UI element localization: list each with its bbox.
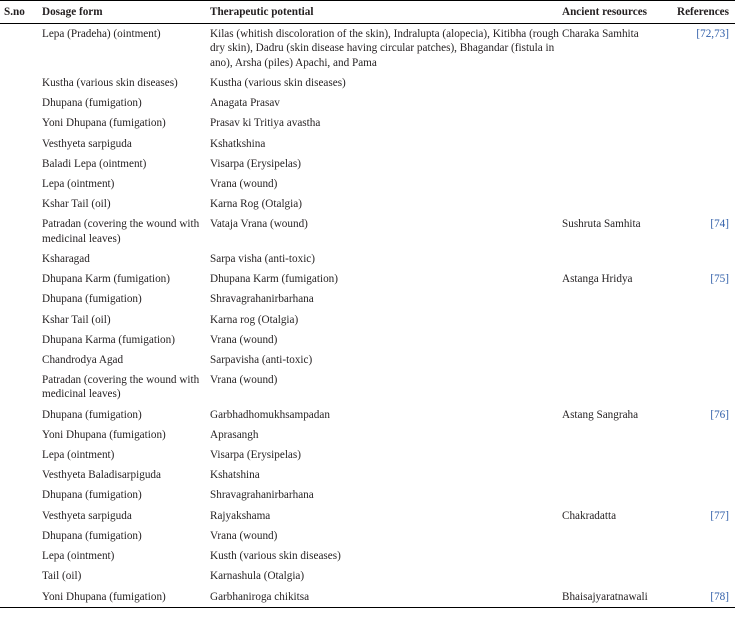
cell-dosage-form: Dhupana (fumigation) [42, 293, 142, 306]
table-row [0, 134, 735, 154]
table-row [0, 289, 735, 309]
cell-therapeutic-potential: Shravagrahanirbarhana [210, 489, 314, 502]
cell-ancient-resource: Charaka Samhita [562, 28, 639, 41]
cell-therapeutic-potential: Karna Rog (Otalgia) [210, 198, 302, 211]
cell-ancient-resource [562, 425, 668, 445]
cell-dosage-form: Dhupana (fumigation) [42, 529, 142, 542]
cell-sno [0, 194, 42, 214]
cell-reference [668, 425, 735, 445]
cell-therapeutic-potential: Kshatkshina [210, 137, 266, 150]
cell-therapeutic-potential: Karna rog (Otalgia) [210, 313, 299, 326]
cell-therapeutic-potential: Garbhaniroga chikitsa [210, 590, 310, 603]
cell-ancient-resource [562, 465, 668, 485]
header-references: References [677, 6, 729, 18]
cell-dosage-form: Dhupana (fumigation) [42, 489, 142, 502]
cell-therapeutic-potential: Kshatshina [210, 469, 260, 482]
table-row [0, 93, 735, 113]
table-row [0, 73, 735, 93]
cell-reference [668, 526, 735, 546]
cell-therapeutic-potential: Vrana (wound) [210, 333, 278, 346]
cell-sno [0, 310, 42, 330]
cell-reference [668, 370, 735, 404]
cell-reference[interactable]: [78] [710, 590, 729, 603]
cell-reference [668, 350, 735, 370]
header-therapeutic-potential: Therapeutic potential [210, 6, 314, 18]
cell-therapeutic-potential: Aprasangh [210, 428, 259, 441]
cell-reference [668, 154, 735, 174]
cell-dosage-form: Yoni Dhupana (fumigation) [42, 590, 166, 603]
cell-dosage-form: Yoni Dhupana (fumigation) [42, 117, 166, 130]
cell-ancient-resource [562, 134, 668, 154]
cell-therapeutic-potential: Kilas (whitish discoloration of the skin), Indralupta (alopecia), Kitibha (rough dry skin), Dadru (skin disease having circular patches), Bhagandar (fistula in ano), Arsha (piles) Apachi, and Pama [210, 28, 559, 69]
cell-therapeutic-potential: Prasav ki Tritiya avastha [210, 117, 321, 130]
table-row [0, 465, 735, 485]
cell-therapeutic-potential: Kustha (various skin diseases) [210, 76, 346, 89]
header-ancient-resources: Ancient resources [562, 6, 648, 18]
cell-sno [0, 93, 42, 113]
table-row [0, 214, 735, 248]
cell-dosage-form: Dhupana Karma (fumigation) [42, 333, 175, 346]
table-row [0, 445, 735, 465]
cell-therapeutic-potential: Shravagrahanirbarhana [210, 293, 314, 306]
table-row [0, 249, 735, 269]
table-row [0, 154, 735, 174]
cell-ancient-resource [562, 249, 668, 269]
cell-ancient-resource [562, 154, 668, 174]
table-row [0, 350, 735, 370]
cell-reference [668, 485, 735, 505]
cell-ancient-resource [562, 566, 668, 586]
cell-reference [668, 249, 735, 269]
table-row [0, 330, 735, 350]
cell-therapeutic-potential: Vataja Vrana (wound) [210, 218, 308, 231]
cell-ancient-resource [562, 330, 668, 350]
cell-sno [0, 350, 42, 370]
cell-sno [0, 370, 42, 404]
cell-sno [0, 425, 42, 445]
cell-sno [0, 24, 42, 73]
cell-dosage-form: Vesthyeta Baladisarpiguda [42, 469, 161, 482]
cell-dosage-form: Kshar Tail (oil) [42, 313, 111, 326]
cell-therapeutic-potential: Rajyakshama [210, 509, 271, 522]
cell-sno [0, 330, 42, 350]
table-row [0, 485, 735, 505]
cell-therapeutic-potential: Vrana (wound) [210, 374, 278, 387]
cell-therapeutic-potential: Vrana (wound) [210, 177, 278, 190]
header-sno: S.no [4, 6, 25, 18]
cell-sno [0, 249, 42, 269]
table-row [0, 24, 735, 73]
table-row [0, 194, 735, 214]
cell-reference[interactable]: [74] [710, 218, 729, 231]
cell-dosage-form: Tail (oil) [42, 570, 82, 583]
cell-ancient-resource: Astang Sangraha [562, 408, 639, 421]
cell-dosage-form: Kustha (various skin diseases) [42, 76, 178, 89]
cell-therapeutic-potential: Sarpavisha (anti-toxic) [210, 353, 313, 366]
table-row [0, 174, 735, 194]
cell-dosage-form: Kshar Tail (oil) [42, 198, 111, 211]
cell-ancient-resource [562, 310, 668, 330]
cell-ancient-resource [562, 370, 668, 404]
cell-ancient-resource [562, 445, 668, 465]
table-row [0, 425, 735, 445]
cell-therapeutic-potential: Sarpa visha (anti-toxic) [210, 252, 316, 265]
cell-reference [668, 465, 735, 485]
cell-reference [668, 93, 735, 113]
cell-sno [0, 289, 42, 309]
cell-sno [0, 445, 42, 465]
cell-sno [0, 465, 42, 485]
cell-therapeutic-potential: Garbhadhomukhsampadan [210, 408, 330, 421]
cell-therapeutic-potential: Kusth (various skin diseases) [210, 550, 341, 563]
cell-ancient-resource [562, 546, 668, 566]
cell-dosage-form: Patradan (covering the wound with medicinal leaves) [42, 374, 200, 401]
cell-sno [0, 506, 42, 526]
cell-dosage-form: Vesthyeta sarpiguda [42, 509, 132, 522]
cell-reference[interactable]: [77] [710, 509, 729, 522]
cell-therapeutic-potential: Vrana (wound) [210, 529, 278, 542]
cell-ancient-resource [562, 526, 668, 546]
cell-reference [668, 174, 735, 194]
cell-ancient-resource: Bhaisajyaratnawali [562, 590, 648, 603]
cell-reference [668, 194, 735, 214]
cell-dosage-form: Ksharagad [42, 252, 90, 265]
table-row [0, 113, 735, 133]
table-row [0, 546, 735, 566]
cell-ancient-resource [562, 289, 668, 309]
cell-sno [0, 546, 42, 566]
cell-ancient-resource: Sushruta Samhita [562, 218, 641, 231]
cell-dosage-form: Baladi Lepa (ointment) [42, 157, 147, 170]
cell-sno [0, 405, 42, 425]
cell-ancient-resource [562, 485, 668, 505]
cell-sno [0, 485, 42, 505]
cell-reference [668, 134, 735, 154]
cell-sno [0, 73, 42, 93]
cell-dosage-form: Dhupana (fumigation) [42, 97, 142, 110]
cell-sno [0, 269, 42, 289]
table-row [0, 269, 735, 289]
cell-sno [0, 174, 42, 194]
cell-reference [668, 310, 735, 330]
table-row [0, 370, 735, 404]
cell-reference [668, 73, 735, 93]
cell-ancient-resource: Astanga Hridya [562, 273, 633, 286]
cell-ancient-resource [562, 93, 668, 113]
cell-ancient-resource [562, 350, 668, 370]
cell-sno [0, 134, 42, 154]
cell-reference[interactable]: [76] [710, 408, 729, 421]
cell-ancient-resource [562, 174, 668, 194]
cell-reference [668, 445, 735, 465]
cell-sno [0, 154, 42, 174]
table-row [0, 526, 735, 546]
header-row [0, 1, 735, 24]
cell-sno [0, 214, 42, 248]
cell-reference [668, 546, 735, 566]
cell-dosage-form: Chandrodya Agad [42, 353, 124, 366]
cell-dosage-form: Lepa (Pradeha) (ointment) [42, 28, 161, 41]
cell-dosage-form: Vesthyeta sarpiguda [42, 137, 132, 150]
cell-sno [0, 526, 42, 546]
cell-reference [668, 113, 735, 133]
header-dosage-form: Dosage form [42, 6, 103, 18]
cell-reference [668, 566, 735, 586]
cell-sno [0, 566, 42, 586]
cell-therapeutic-potential: Visarpa (Erysipelas) [210, 157, 301, 170]
cell-reference[interactable]: [72,73] [696, 28, 729, 41]
cell-reference [668, 330, 735, 350]
table-row [0, 405, 735, 425]
table-row [0, 506, 735, 526]
cell-dosage-form: Lepa (ointment) [42, 177, 115, 190]
cell-dosage-form: Dhupana (fumigation) [42, 408, 142, 421]
cell-dosage-form: Dhupana Karm (fumigation) [42, 273, 170, 286]
cell-therapeutic-potential: Karnashula (Otalgia) [210, 570, 305, 583]
cell-ancient-resource: Chakradatta [562, 509, 617, 522]
cell-sno [0, 587, 42, 608]
cell-dosage-form: Lepa (ointment) [42, 550, 115, 563]
cell-dosage-form: Yoni Dhupana (fumigation) [42, 428, 166, 441]
table-row [0, 310, 735, 330]
cell-therapeutic-potential: Dhupana Karm (fumigation) [210, 273, 338, 286]
cell-reference [668, 289, 735, 309]
cell-ancient-resource [562, 194, 668, 214]
cell-reference[interactable]: [75] [710, 273, 729, 286]
table-row [0, 587, 735, 608]
cell-therapeutic-potential: Anagata Prasav [210, 97, 280, 110]
cell-dosage-form: Patradan (covering the wound with medicinal leaves) [42, 218, 200, 245]
cell-ancient-resource [562, 113, 668, 133]
cell-dosage-form: Lepa (ointment) [42, 449, 115, 462]
cell-sno [0, 113, 42, 133]
cell-therapeutic-potential: Visarpa (Erysipelas) [210, 449, 301, 462]
cell-ancient-resource [562, 73, 668, 93]
table-row [0, 566, 735, 586]
